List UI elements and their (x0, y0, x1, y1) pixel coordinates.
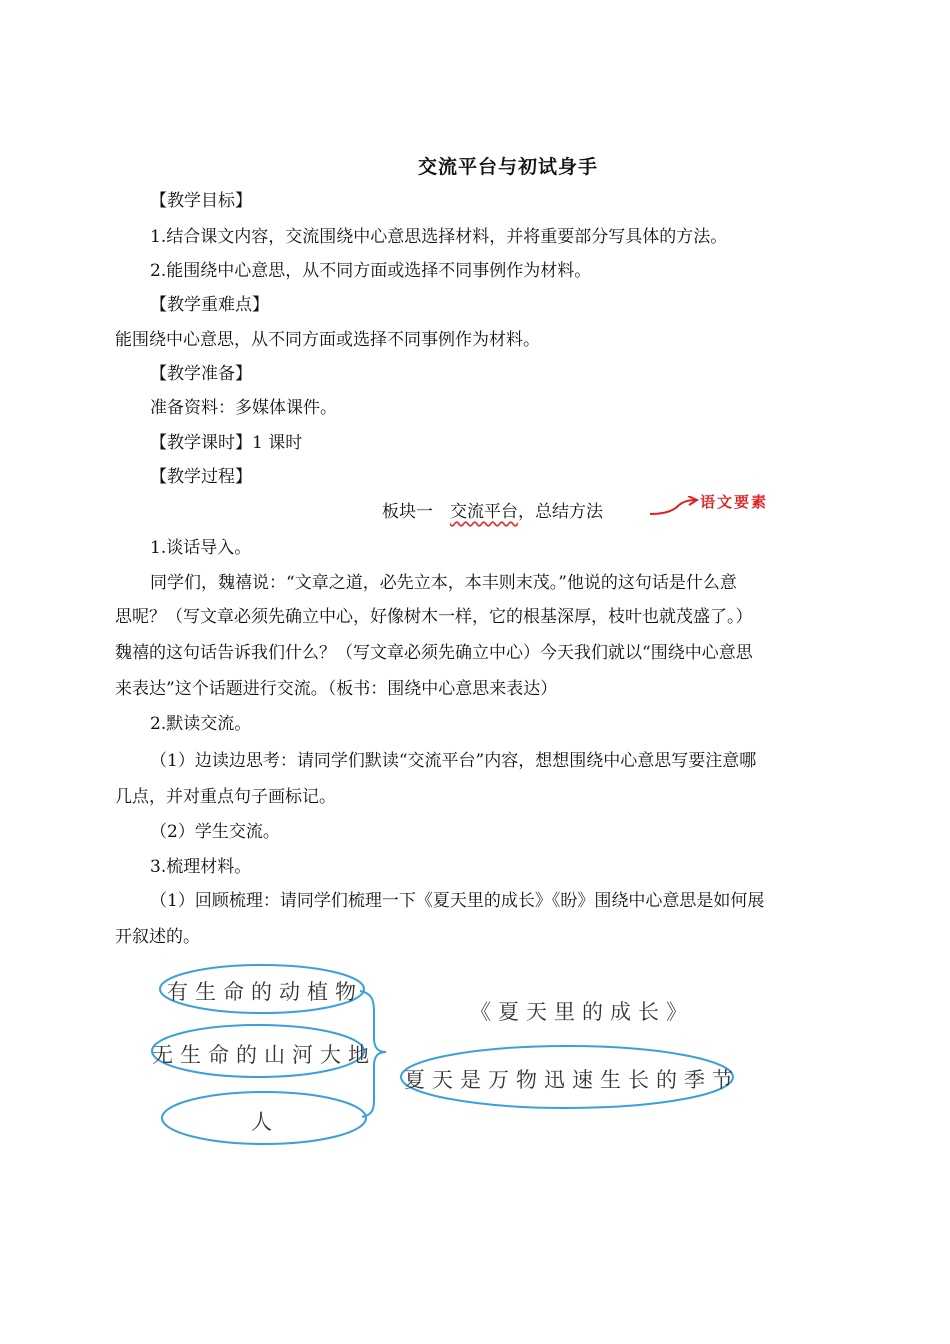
oval-3-text: 人 (251, 1110, 279, 1134)
step-3-item-1-line-1: （1）回顾梳理：请同学们梳理一下《夏天里的成长》《盼》围绕中心意思是如何展 (150, 891, 765, 911)
step-2-item-1-line-2: 几点，并对重点句子画标记。 (115, 787, 336, 807)
step-1: 1.谈话导入。 (150, 538, 252, 558)
key-points-text: 能围绕中心意思，从不同方面或选择不同事例作为材料。 (115, 330, 540, 350)
step-2-item-2: （2）学生交流。 (150, 822, 280, 842)
book-title-text: 《夏天里的成长》 (470, 1000, 694, 1024)
section-suffix: ，总结方法 (518, 502, 603, 522)
goal-item-1: 1.结合课文内容，交流围绕中心意思选择材料，并将重要部分写具体的方法。 (150, 227, 728, 247)
goal-item-2: 2.能围绕中心意思，从不同方面或选择不同事例作为材料。 (150, 261, 592, 281)
step-2-item-1-line-1: （1）边读边思考：请同学们默读“交流平台”内容，想想围绕中心意思写要注意哪 (150, 751, 757, 771)
paragraph-1-line-4: 来表达”这个话题进行交流。（板书：围绕中心意思来表达） (115, 679, 558, 699)
class-hours: 【教学课时】1 课时 (150, 433, 303, 453)
preparation-heading: 【教学准备】 (150, 364, 252, 384)
red-arrow-icon (648, 496, 700, 518)
step-3: 3.梳理材料。 (150, 857, 252, 877)
paragraph-1-line-3: 魏禧的这句话告诉我们什么？（写文章必须先确立中心）今天我们就以“围绕中心意思 (115, 643, 753, 663)
step-3-item-1-line-2: 开叙述的。 (115, 927, 200, 947)
step-2: 2.默读交流。 (150, 714, 252, 734)
key-points-heading: 【教学重难点】 (150, 295, 269, 315)
center-idea-text: 夏天是万物迅速生长的季节 (404, 1068, 740, 1092)
chinese-element-tag: 语文要素 (700, 493, 769, 511)
paragraph-1-line-2: 思呢？（写文章必须先确立中心，好像树木一样，它的根基深厚，枝叶也就茂盛了。） (115, 607, 753, 627)
oval-2-text: 无生命的山河大地 (152, 1043, 376, 1067)
paragraph-1-line-1: 同学们，魏禧说：“文章之道，必先立本，本丰则末茂。”他说的这句话是什么意 (150, 573, 737, 593)
process-heading: 【教学过程】 (150, 467, 252, 487)
goal-heading: 【教学目标】 (150, 191, 252, 211)
preparation-text: 准备资料：多媒体课件。 (150, 398, 337, 418)
page-title: 交流平台与初试身手 (417, 156, 598, 178)
section-title (382, 502, 603, 522)
section-prefix: 板块一 (382, 502, 450, 522)
oval-1-text: 有生命的动植物 (167, 980, 363, 1004)
section-wavy-text: 交流平台 (450, 502, 518, 522)
